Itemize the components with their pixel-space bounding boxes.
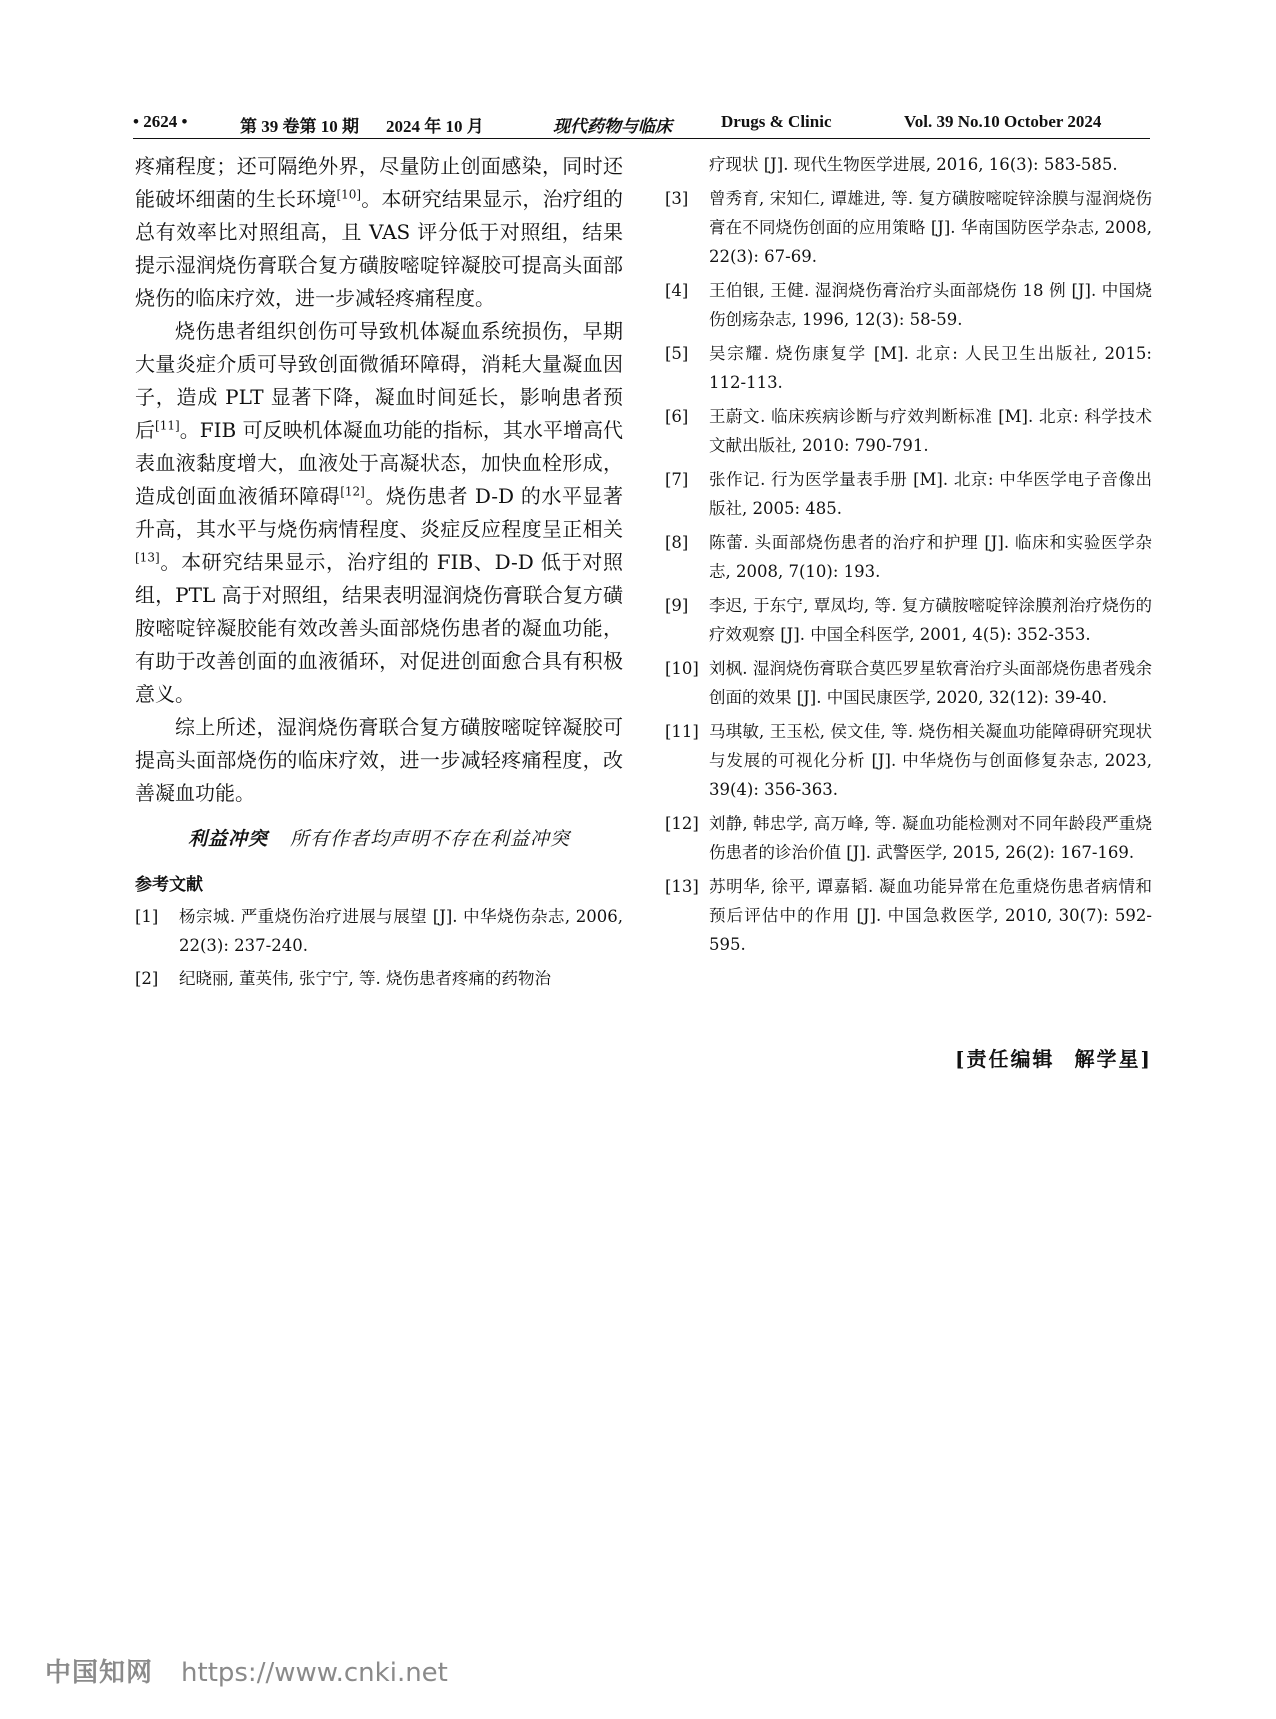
journal-title-cn: 现代药物与临床	[553, 117, 672, 136]
volume-issue-cn: 第 39 卷第 10 期	[240, 117, 359, 136]
reference-item: [7] 张作记. 行为医学量表手册 [M]. 北京: 中华医学电子音像出版社, 2005: 485.	[665, 470, 1152, 518]
reference-item: [13] 苏明华, 徐平, 谭嘉韬. 凝血功能异常在危重烧伤患者病情和预后评估中的作用 [J]. 中国急救医学, 2010, 30(7): 592-595.	[665, 877, 1152, 954]
reference-item: [11] 马琪敏, 王玉松, 侯文佳, 等. 烧伤相关凝血功能障碍研究现状与发展的可视化分析 [J]. 中华烧伤与创面修复杂志, 2023, 39(4): 356-363.	[665, 722, 1152, 799]
citation-13[interactable]: [13]	[135, 550, 160, 565]
cnki-watermark	[45, 1652, 448, 1689]
right-column	[665, 150, 1152, 964]
body-paragraph-1: 疼痛程度；还可隔绝外界，尽量防止创面感染，同时还能破坏细菌的生长环境[10]。本研究结果显示，治疗组的总有效率比对照组高，且 VAS 评分低于对照组，结果提示湿润烧伤膏联合复方磺胺嘧啶锌凝胶可提高头面部烧伤的临床疗效，进一步减轻疼痛程度。	[135, 154, 624, 310]
reference-item: [10] 刘枫. 湿润烧伤膏联合莫匹罗星软膏治疗头面部烧伤患者残余创面的效果 [J]. 中国民康医学, 2020, 32(12): 39-40.	[665, 659, 1152, 707]
reference-item: [6] 王蔚文. 临床疾病诊断与疗效判断标准 [M]. 北京: 科学技术文献出版社, 2010: 790-791.	[665, 407, 1152, 455]
reference-item: [12] 刘静, 韩忠学, 高万峰, 等. 凝血功能检测对不同年龄段严重烧伤患者的诊治价值 [J]. 武警医学, 2015, 26(2): 167-169.	[665, 814, 1152, 862]
references-heading: 参考文献	[135, 875, 203, 895]
reference-item: [5] 吴宗耀. 烧伤康复学 [M]. 北京: 人民卫生出版社, 2015: 112-113.	[665, 344, 1152, 392]
cnki-url[interactable]: https://www.cnki.net	[181, 1658, 448, 1688]
citation-12[interactable]: [12]	[340, 484, 365, 499]
reference-item: [1] 杨宗城. 严重烧伤治疗进展与展望 [J]. 中华烧伤杂志, 2006, 22(3): 237-240.	[135, 907, 623, 955]
reference-item: [3] 曾秀育, 宋知仁, 谭雄进, 等. 复方磺胺嘧啶锌涂膜与湿润烧伤膏在不同烧伤创面的应用策略 [J]. 华南国防医学杂志, 2008, 22(3): 67-69.	[665, 189, 1152, 266]
conflict-text: 所有作者均声明不存在利益冲突	[290, 828, 571, 850]
body-paragraph-3: 综上所述，湿润烧伤膏联合复方磺胺嘧啶锌凝胶可提高头面部烧伤的临床疗效，进一步减轻疼痛程度，改善凝血功能。	[135, 715, 623, 805]
reference-item: [4] 王伯银, 王健. 湿润烧伤膏治疗头面部烧伤 18 例 [J]. 中国烧伤创疡杂志, 1996, 12(3): 58-59.	[665, 281, 1152, 329]
page-number: • 2624 •	[133, 112, 188, 131]
left-column	[135, 150, 623, 997]
responsible-editor: [责任编辑 解学星]	[955, 1047, 1152, 1071]
conflict-label: 利益冲突	[187, 828, 268, 850]
conflict-of-interest	[135, 824, 623, 854]
reference-item: [2] 纪晓丽, 董英伟, 张宁宁, 等. 烧伤患者疼痛的药物治	[135, 969, 551, 988]
volume-issue-en: Vol. 39 No.10 October 2024	[904, 112, 1102, 131]
reference-item: [8] 陈蕾. 头面部烧伤患者的治疗和护理 [J]. 临床和实验医学杂志, 2008, 7(10): 193.	[665, 533, 1152, 581]
reference-item: [9] 李迟, 于东宁, 覃凤均, 等. 复方磺胺嘧啶锌涂膜剂治疗烧伤的疗效观察 [J]. 中国全科医学, 2001, 4(5): 352-353.	[665, 596, 1152, 644]
journal-title-en: Drugs & Clinic	[721, 112, 832, 131]
editor-label: 责任编辑	[966, 1047, 1055, 1071]
cnki-logo: 中国知网	[45, 1658, 154, 1688]
editor-name: 解学星	[1074, 1047, 1141, 1071]
citation-11[interactable]: [11]	[155, 418, 180, 433]
reference-item-continued: 疗现状 [J]. 现代生物医学进展, 2016, 16(3): 583-585.	[709, 155, 1118, 174]
citation-10[interactable]: [10]	[336, 187, 362, 202]
date-cn: 2024 年 10 月	[386, 117, 484, 136]
running-header	[133, 108, 1150, 139]
body-paragraph-2: 烧伤患者组织创伤可导致机体凝血系统损伤，早期大量炎症介质可导致创面微循环障碍，消耗大量凝血因子，造成 PLT 显著下降，凝血时间延长，影响患者预后[11]。FIB 可反映机体凝血功能的指标，其水平增高代表血液黏度增大，血液处于高凝状态，加快血栓形成，造成创面血液循环障碍[12]。烧伤患者 D-D 的水平显著升高，其水平与烧伤病情程度、炎症反应程度呈正相关[13]。本研究结果显示，治疗组的 FIB、D-D 低于对照组，PTL 高于对照组，结果表明湿润烧伤膏联合复方磺胺嘧啶锌凝胶能有效改善头面部烧伤患者的凝血功能，有助于改善创面的血液循环，对促进创面愈合具有积极意义。	[135, 319, 623, 706]
